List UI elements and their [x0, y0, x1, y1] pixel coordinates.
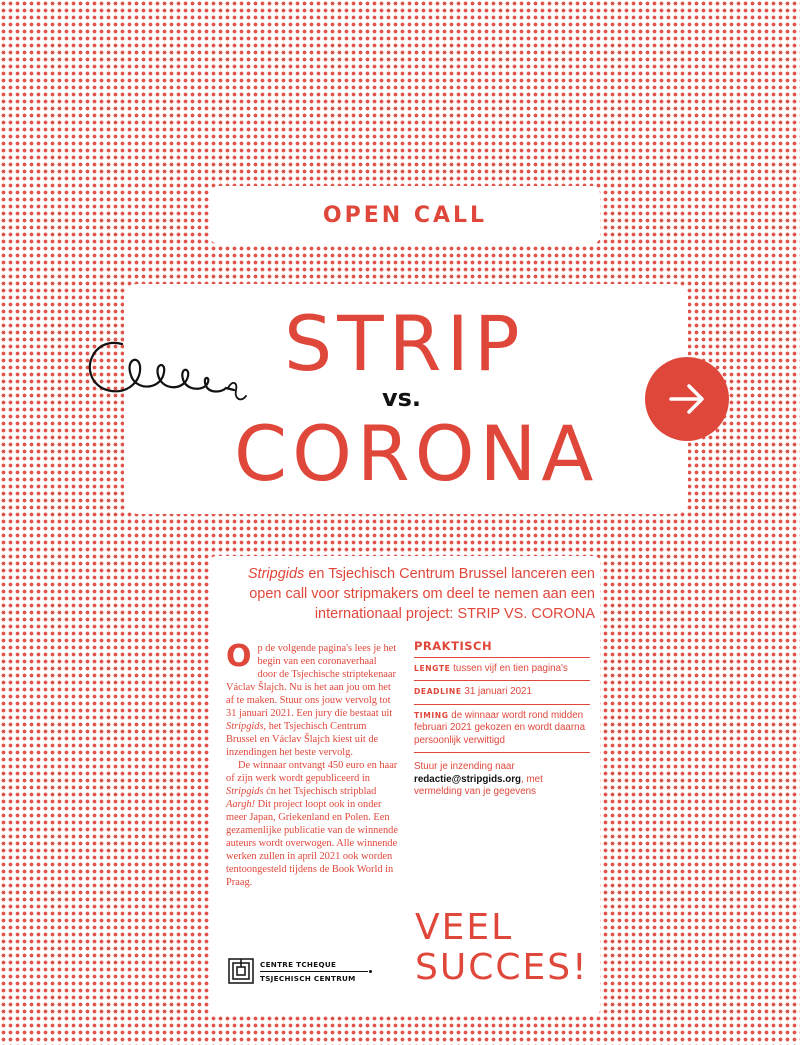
czech-centre-logo: [228, 958, 368, 984]
intro-body: en Tsjechisch Centrum Brussel lanceren een open call voor stripmakers om deel te nemen aan een internationaal project:: [249, 566, 595, 622]
czech-centre-logo-icon: [228, 958, 254, 984]
praktisch-heading: PRAKTISCH: [414, 640, 590, 658]
body-p2-b: ćn het Tsjechisch stripblad: [263, 786, 377, 797]
logo-line2: TSJECHISCH CENTRUM: [260, 973, 356, 983]
intro-stripgids: Stripgids: [247, 566, 305, 582]
logo-text: [260, 959, 368, 984]
next-page-button[interactable]: [645, 357, 729, 441]
submit-instructions: [414, 753, 590, 799]
info-value: 31 januari 2021: [461, 686, 532, 697]
body-p2-c: Dit project loopt ook in onder meer Japan, Griekenland en Polen. Een gezamenlijke publicatie van de winnende auteurs wordt overwogen. Alle winnende werken zullen in april 2021 ook worden tentoongesteld tijdens de Book World in Praag.: [226, 799, 398, 888]
title-strip: STRIP: [284, 299, 525, 388]
body-p2-italic2: Aargh!: [226, 799, 256, 810]
body-p2-a: De winnaar ontvangt 450 euro en haar of zijn werk wordt gepubliceerd in: [226, 760, 398, 784]
info-column: [414, 640, 590, 799]
intro-project: STRIP VS. CORONA: [457, 606, 595, 622]
dropcap: O: [226, 639, 252, 674]
info-value: de winnaar wordt rond midden februari 2021 gekozen en wordt daarna persoonlijk verwittigd: [414, 709, 586, 746]
logo-divider: [260, 971, 368, 972]
arrow-right-icon: [665, 377, 709, 421]
info-row-timing: [414, 705, 590, 754]
body-p1-end: , het Tsjechisch Centrum Brussel en Václav Šlajch kiest uit de inzendingen het beste vervolg.: [226, 721, 379, 758]
info-row-lengte: [414, 658, 590, 682]
body-p1-italic: Stripgids: [226, 721, 264, 732]
submit-text: Stuur je inzending naar: [414, 761, 515, 772]
body-p1: p de volgende pagina's lees je het begin van een coronaverhaal door de Tsjechische striptekenaar Václav Šlajch. Nu is het aan jou om het af te maken. Stuur ons jouw vervolg tot 31 januari 2021. Een jury die bestaat uit: [226, 643, 397, 719]
body-column: [226, 639, 398, 889]
open-call-label: OPEN CALL: [322, 202, 488, 228]
intro-text: [220, 564, 595, 624]
closing-line2: SUCCES!: [415, 947, 589, 988]
info-key: LENGTE: [414, 663, 451, 673]
info-key: DEADLINE: [414, 687, 462, 696]
submit-email-link[interactable]: redactie@stripgids.org: [414, 773, 522, 785]
submit-end: , met vermelding van je gegevens: [414, 773, 543, 797]
title-corona: CORONA: [234, 409, 599, 498]
content-panel: [210, 556, 600, 1016]
body-p2-italic1: Stripgids: [226, 786, 264, 797]
scribble-icon: [82, 326, 272, 406]
logo-line1: CENTRE TCHEQUE: [260, 959, 337, 969]
open-call-banner: [210, 186, 600, 244]
info-row-deadline: [414, 681, 590, 705]
info-value: tussen vijf en tien pagina's: [450, 662, 568, 674]
title-vs: vs.: [382, 384, 422, 412]
info-key: TIMING: [414, 710, 449, 720]
closing-line1: VEEL: [415, 907, 514, 948]
closing-message: [415, 908, 589, 988]
title-panel: [124, 284, 688, 514]
